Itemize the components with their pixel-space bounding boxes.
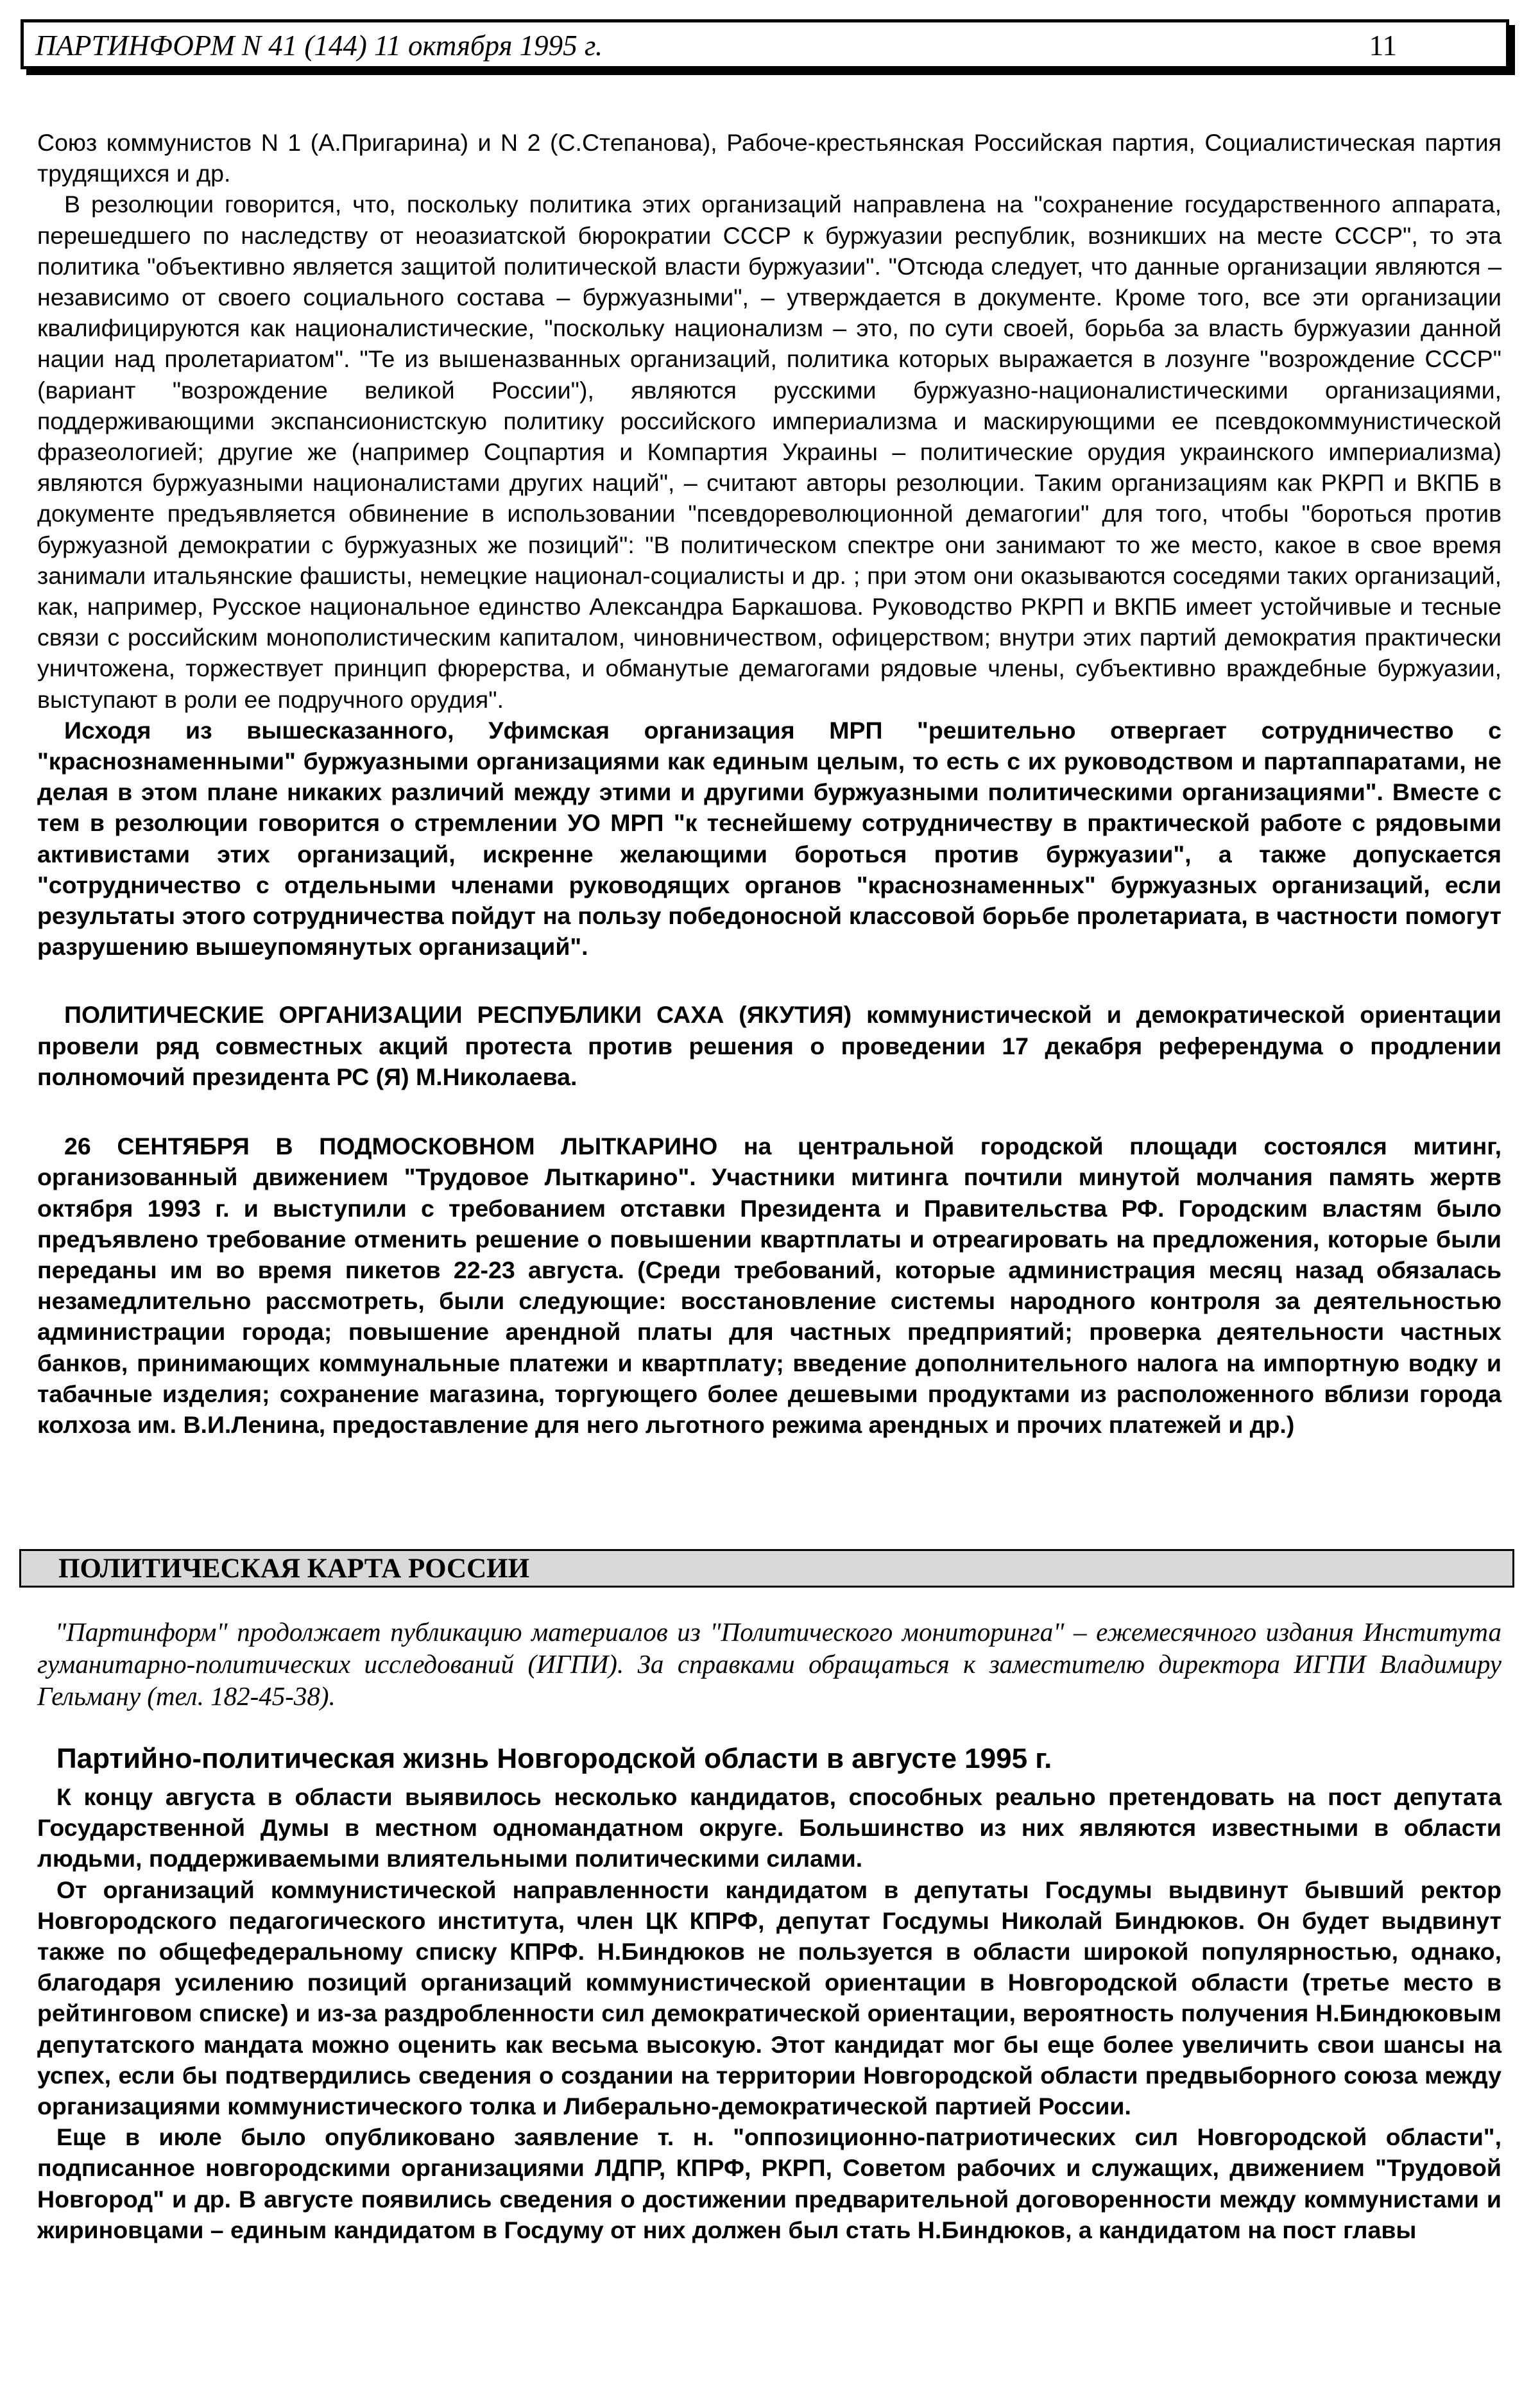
section-heading: ПОЛИТИЧЕСКАЯ КАРТА РОССИИ	[19, 1549, 1514, 1588]
article-title: Партийно-политическая жизнь Новгородской области в августе 1995 г.	[56, 1743, 1052, 1774]
page-header	[21, 19, 1509, 69]
article-paragraph: От организаций коммунистической направленности кандидатом в депутаты Госдумы выдвинут бывший ректор Новгородского педагогического института, член ЦК КПРФ, депутат Госдумы Николай Биндюков. Он будет выдвинут также по общефедеральному списку КПРФ. Н.Биндюков не пользуется в области широкой популярностью, однако, благодаря усилению позиций организаций коммунистической ориентации в Новгородской области (третье место в рейтинговом списке) и из-за раздробленности сил демократической ориентации, вероятность получения Н.Биндюковым депутатского мандата можно оценить как весьма высокую. Этот кандидат мог бы еще более увеличить свои шансы на успех, если бы подтвердились сведения о создании на территории Новгородской области предвыборного союза между организациями коммунистического толка и Либерально-демократической партией России.	[37, 1876, 1502, 2120]
article-paragraph: Еще в июле было опубликовано заявление т. н. "оппозиционно-патриотических сил Новгородской области", подписанное новгородскими организациями ЛДПР, КПРФ, РКРП, Советом рабочих и служащих, движением "Трудовой Новгород" и др. В августе появились сведения о достижении предварительной договоренности между коммунистами и жириновцами – единым кандидатом в Госдуму от них должен был стать Н.Биндюков, а кандидатом на пост главы	[37, 2123, 1502, 2243]
paragraph-continuation: Союз коммунистов N 1 (А.Пригарина) и N 2 (С.Степанова), Рабоче-крестьянская Российская партия, Социалистическая партия трудящихся и др.	[37, 129, 1502, 187]
paragraph-yakutia: ПОЛИТИЧЕСКИЕ ОРГАНИЗАЦИИ РЕСПУБЛИКИ САХА (ЯКУТИЯ) коммунистической и демократической ориентации провели ряд совместных акций протеста против решения о проведении 17 декабря референдума о продлении полномочий президента РС (Я) М.Николаева.	[37, 1001, 1502, 1090]
section-intro: "Партинформ" продолжает публикацию материалов из "Политического мониторинга" – ежемесячного издания Института гуманитарно-политических исследований (ИГПИ). За справками обращаться к заместителю директора ИГПИ Владимиру Гельману (тел. 182-45-38).	[37, 1617, 1502, 1711]
paragraph-resolution: В резолюции говорится, что, поскольку политика этих организаций направлена на "сохранение государственного аппарата, перешедшего по наследству от неоазиатской бюрократии СССР к буржуазии республик, возникших на месте СССР", то эта политика "объективно является защитой политической власти буржуазии". "Отсюда следует, что данные организации являются – независимо от своего социального состава – буржуазными", – утверждается в документе. Кроме того, все эти организации квалифицируются как националистические, "поскольку национализм – это, по сути своей, борьба за власть буржуазии данной нации над пролетариатом". "Те из вышеназванных организаций, политика которых выражается в лозунге "возрождение СССР" (вариант "возрождение великой России"), являются русскими буржуазно-националистическими организациями, поддерживающими экспансионистскую политику российского империализма и маскирующими ее псевдокоммунистической фразеологией; другие же (например Соцпартия и Компартия Украины – политические орудия украинского империализма) являются буржуазными националистами других наций", – считают авторы резолюции. Таким организациям как РКРП и ВКПБ в документе предъявляется обвинение в использовании "псевдореволюционной демагогии" для того, чтобы "бороться против буржуазной демократии с буржуазных же позиций": "В политическом спектре они занимают то же место, какое в свое время занимали итальянские фашисты, немецкие национал-социалисты и др. ; при этом они оказываются соседями таких организаций, как, например, Русское национальное единство Александра Баркашова. Руководство РКРП и ВКПБ имеет устойчивые и тесные связи с российским монополистическим капиталом, чиновничеством, офицерством; внутри этих партий демократия практически уничтожена, торжествует принцип фюрерства, и обманутые демагогами рядовые члены, субъективно враждебные буржуазии, выступают в роли ее подручного орудия".	[37, 191, 1502, 713]
article-paragraph: К концу августа в области выявилось несколько кандидатов, способных реально претендовать на пост депутата Государственной Думы в местном одномандатном округе. Большинство из них являются известными в области людьми, поддерживаемыми влиятельными политическими силами.	[37, 1783, 1502, 1872]
article-body	[37, 127, 1502, 1440]
paragraph-lytkarino: 26 СЕНТЯБРЯ В ПОДМОСКОВНОМ ЛЫТКАРИНО на центральной городской площади состоялся митинг, организованный движением "Трудовое Лыткарино". Участники митинга почтили минутой молчания память жертв октября 1993 г. и выступили с требованием отставки Президента и Правительства РФ. Городским властям было предъявлено требование отменить решение о повышении квартплаты и отреагировать на предложения, которые были переданы им во время пикетов 22-23 августа. (Среди требований, которые администрация месяц назад обязалась незамедлительно рассмотреть, были следующие: восстановление системы народного контроля за деятельностью администрации города; повышение арендной платы для частных предприятий; проверка деятельности частных банков, принимающих коммунальные платежи и квартплату; введение дополнительного налога на импортную водку и табачные изделия; сохранение магазина, торгующего более дешевыми продуктами из расположенного вблизи города колхоза им. В.И.Ленина, предоставление для него льготного режима арендных и прочих платежей и др.)	[37, 1133, 1502, 1438]
novgorod-article	[37, 1740, 1502, 2245]
page-number: 11	[1369, 30, 1397, 62]
header-title: ПАРТИНФОРМ N 41 (144) 11 октября 1995 г.	[35, 30, 603, 62]
paragraph-ufa-mrp: Исходя из вышесказанного, Уфимская организация МРП "решительно отвергает сотрудничество с "краснознаменными" буржуазными организациями как единым целым, то есть с их руководством и партаппаратами, не делая в этом плане никаких различий между этими и другими буржуазными политическими организациями". Вместе с тем в резолюции говорится о стремлении УО МРП "к теснейшему сотрудничеству в практической работе с рядовыми активистами этих организаций, искренне желающими бороться против буржуазии", а также допускается "сотрудничество с отдельными членами руководящих органов "краснознаменных" буржуазных организаций, если результаты этого сотрудничества пойдут на пользу победоносной классовой борьбе пролетариата, в частности помогут разрушению вышеупомянутых организаций".	[37, 716, 1502, 961]
